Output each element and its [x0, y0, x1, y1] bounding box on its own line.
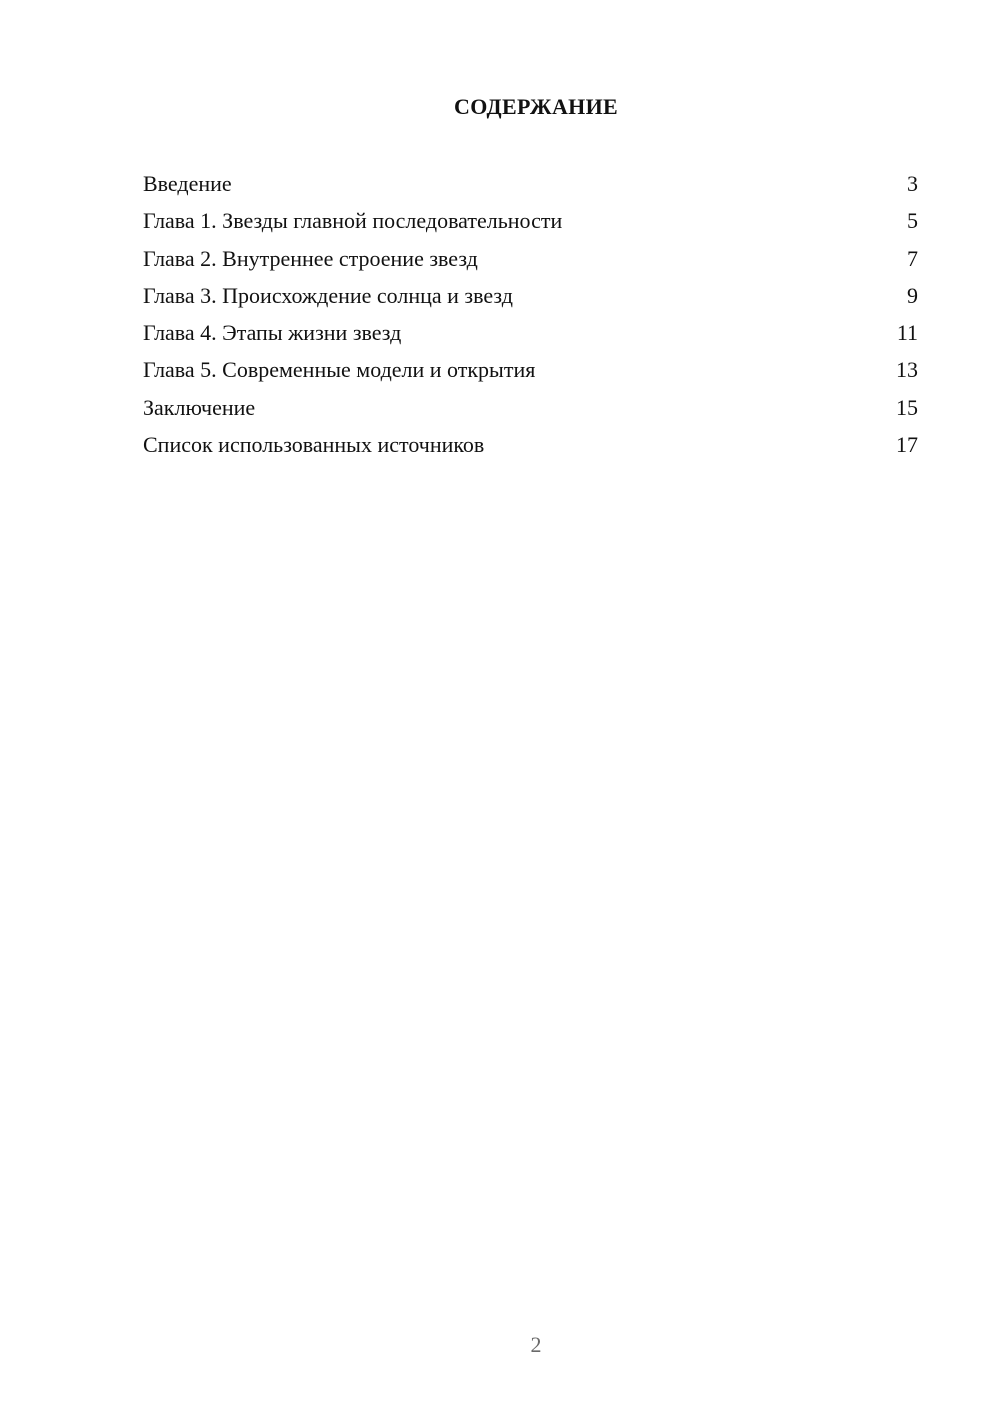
toc-entry-chapter-5[interactable]: [143, 354, 918, 391]
toc-entry-page: 15: [896, 394, 918, 420]
toc-entry-label: Глава 2. Внутреннее строение звезд: [143, 245, 478, 271]
page-number: 2: [530, 1332, 542, 1357]
toc-entry-page: 13: [896, 357, 918, 383]
toc-entry-label: Глава 4. Этапы жизни звезд: [143, 320, 402, 346]
toc-entry-page: 5: [907, 208, 918, 234]
toc-entry-chapter-3[interactable]: [143, 280, 918, 317]
toc-entry-conclusion[interactable]: [143, 392, 918, 429]
toc-entry-chapter-2[interactable]: [143, 243, 918, 280]
toc-entry-label: Глава 1. Звезды главной последовательности: [143, 208, 563, 234]
toc-entry-page: 7: [907, 245, 918, 271]
table-of-contents: [143, 168, 918, 466]
toc-entry-chapter-4[interactable]: [143, 317, 918, 354]
toc-entry-page: 9: [907, 282, 918, 308]
toc-heading: СОДЕРЖАНИЕ: [454, 94, 618, 119]
toc-entry-page: 17: [896, 432, 918, 458]
toc-entry-references[interactable]: [143, 429, 918, 466]
toc-entry-label: Введение: [143, 171, 232, 196]
toc-entry-label: Глава 5. Современные модели и открытия: [143, 357, 536, 383]
toc-entry-label: Глава 3. Происхождение солнца и звезд: [143, 282, 513, 308]
toc-entry-label: Список использованных источников: [143, 432, 485, 458]
toc-entry-introduction[interactable]: [143, 168, 918, 205]
toc-entry-page: 3: [907, 171, 918, 196]
toc-entry-chapter-1[interactable]: [143, 205, 918, 242]
toc-entry-label: Заключение: [143, 394, 256, 420]
toc-entry-page: 11: [896, 320, 918, 346]
